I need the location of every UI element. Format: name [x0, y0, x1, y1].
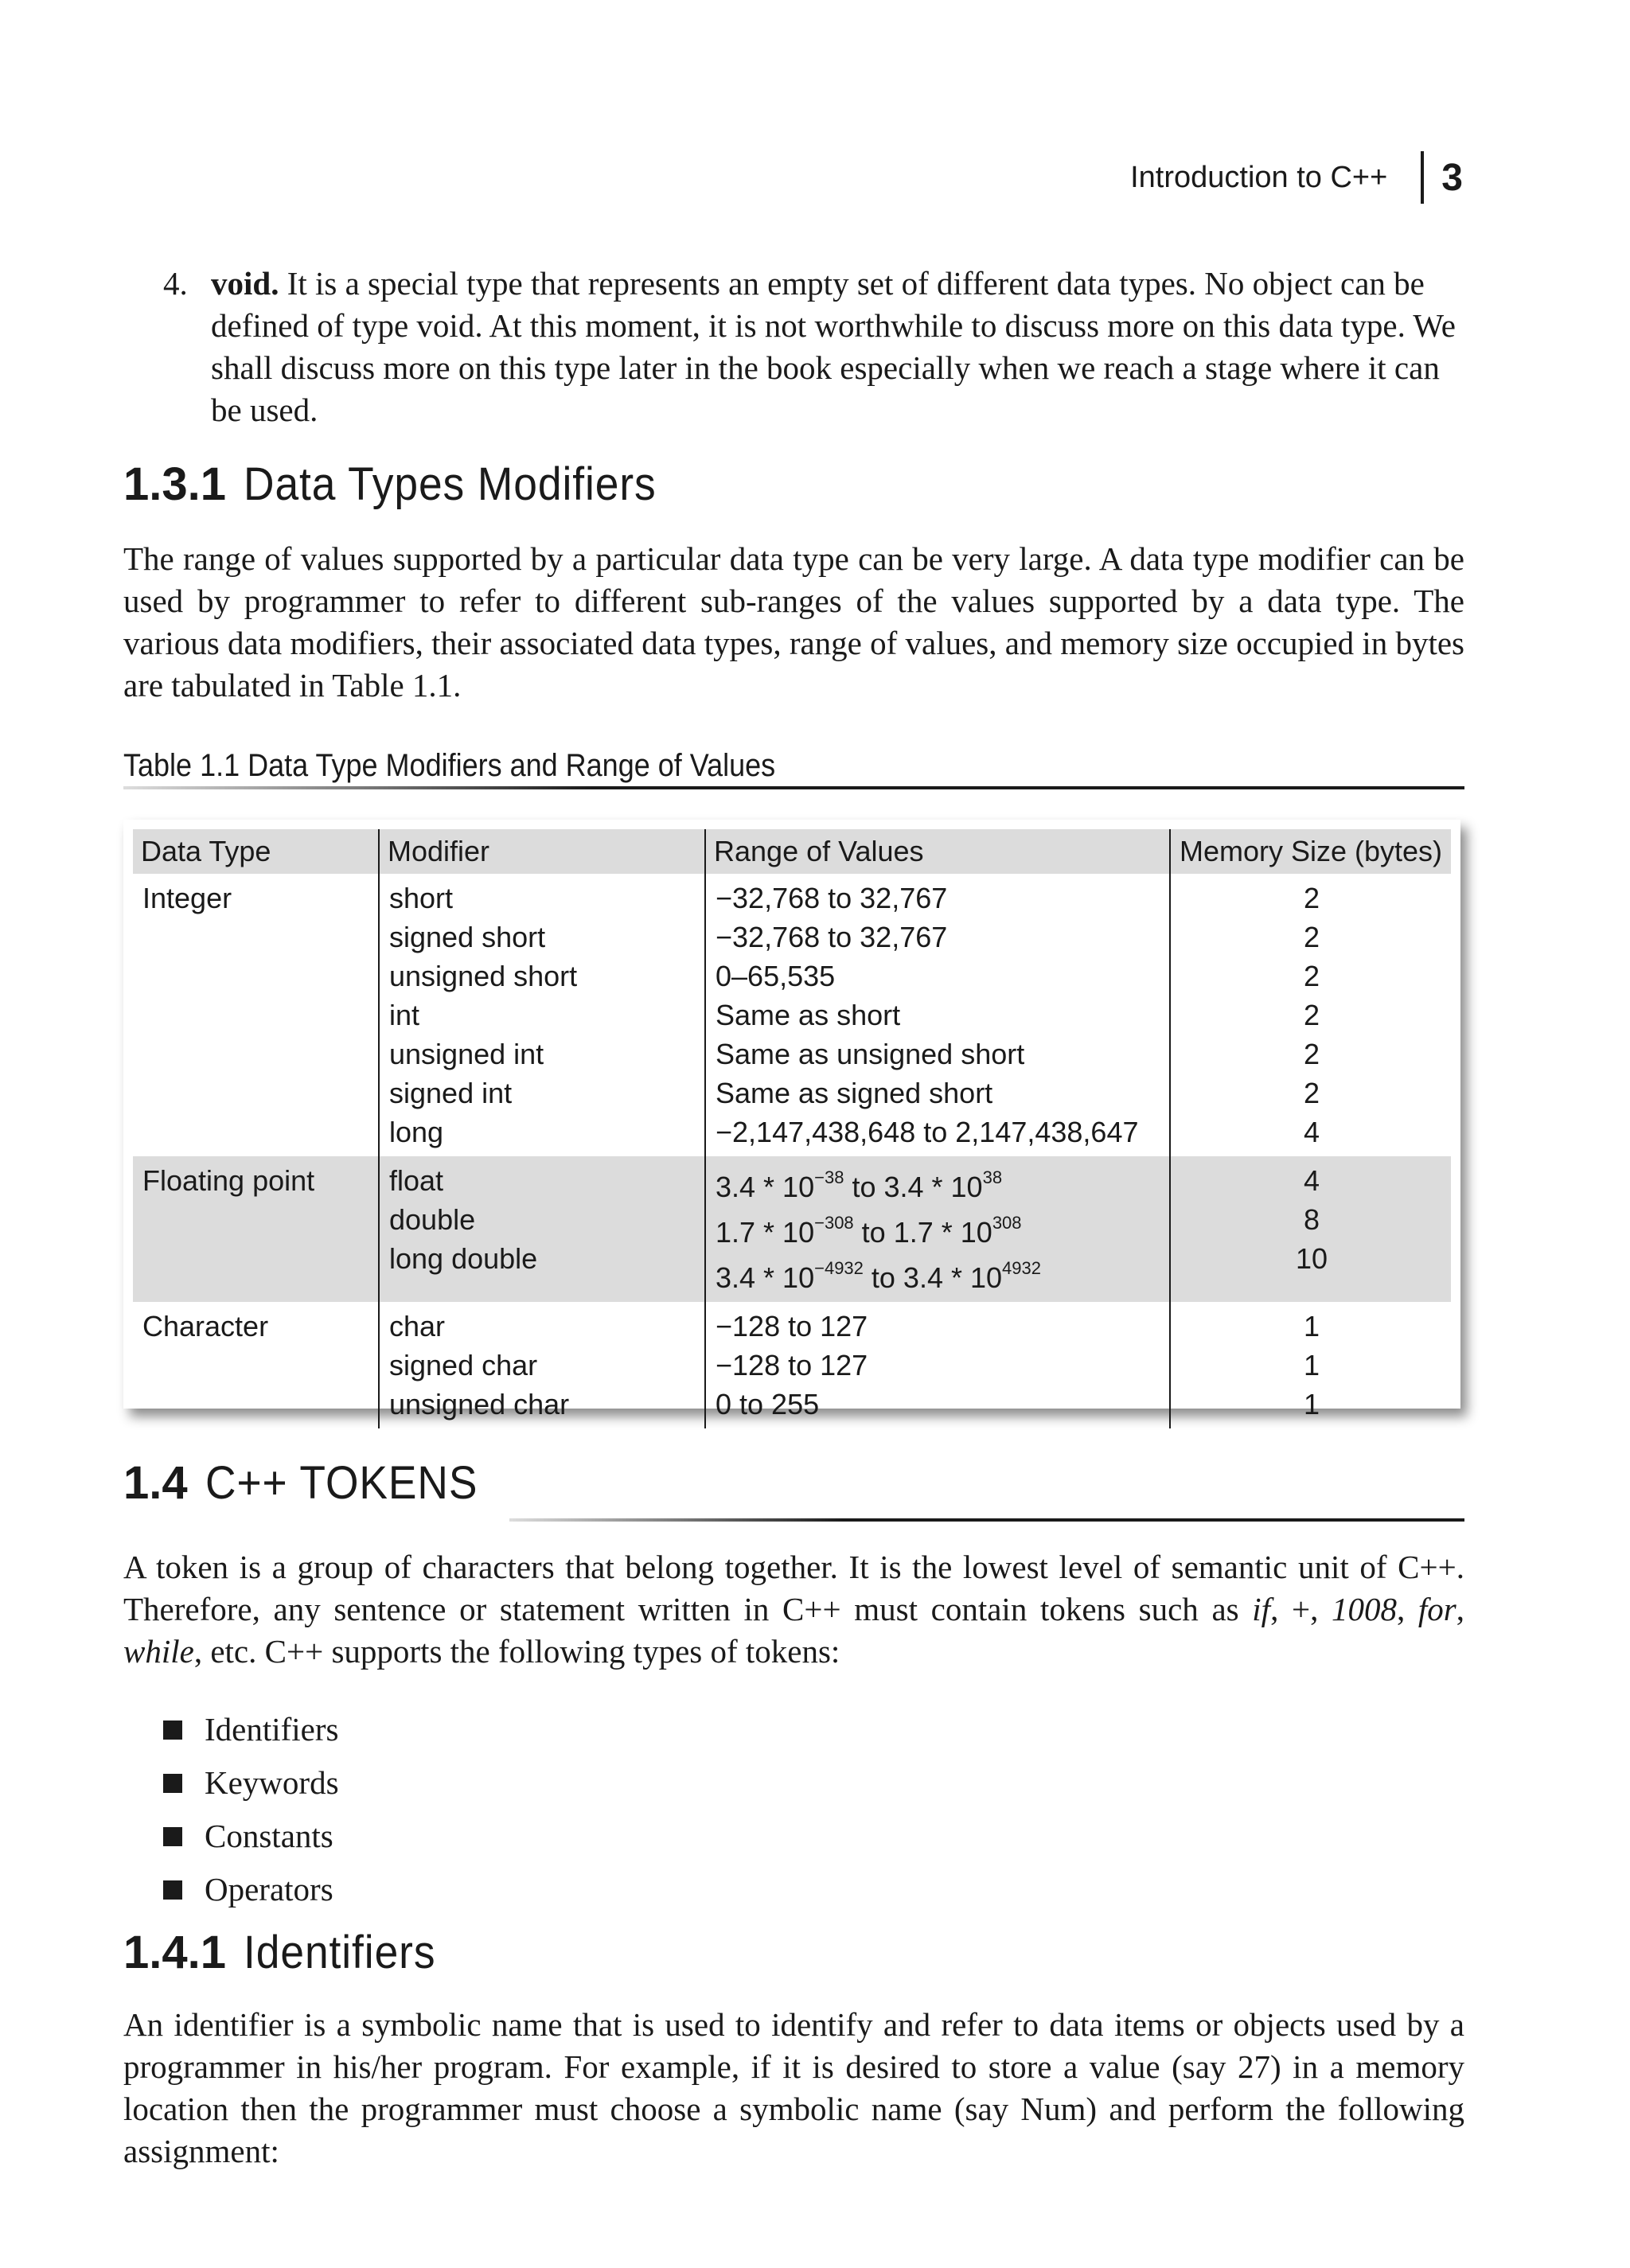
- range-cell: 0–65,535: [716, 960, 836, 992]
- bullet-square-icon: [163, 1720, 182, 1740]
- range-cell: −2,147,438,648 to 2,147,438,647: [716, 1116, 1139, 1148]
- section-title: C++ TOKENS: [205, 1457, 478, 1509]
- size-cell: 1: [1303, 1388, 1320, 1420]
- token-types-list: [163, 1703, 339, 1916]
- type-cell: Floating point: [142, 1164, 315, 1197]
- bullet-square-icon: [163, 1880, 182, 1900]
- size-cell: 1: [1303, 1349, 1320, 1381]
- table-grid: [133, 829, 1451, 1428]
- modifier-cell: char: [389, 1310, 446, 1342]
- bullet-square-icon: [163, 1774, 182, 1793]
- range-cell: $3.4 * 10^{-38}$ to $3.4 * 10^{38}$: [716, 1167, 1003, 1203]
- running-header: [1130, 151, 1463, 204]
- table-caption-text: Table 1.1 Data Type Modifiers and Range of Values: [123, 748, 776, 783]
- section-number: 1.4.1: [123, 1927, 226, 1978]
- size-cell: 2: [1303, 882, 1320, 914]
- size-cell: 10: [1295, 1242, 1328, 1275]
- list-item-number: 4.: [163, 265, 188, 302]
- range-cell: 0 to 255: [716, 1388, 820, 1420]
- type-cell: Integer: [142, 882, 232, 914]
- section-title: Identifiers: [244, 1927, 436, 1978]
- table-header-row: [133, 829, 1451, 874]
- table-row-integer: [133, 874, 1451, 1156]
- modifier-cell: float: [389, 1164, 444, 1197]
- size-cell: 2: [1303, 1038, 1320, 1070]
- paragraph-modifiers: The range of values supported by a particular data type can be very large. A data type modifier can be used by programmer to refer to different sub-ranges of the values supported by a data type. The various data modifiers, their associated data types, range of values, and memory size occupied in bytes are tabulated in Table 1.1.: [123, 540, 1465, 703]
- list-item-void: [163, 263, 1456, 431]
- modifier-cell: signed char: [389, 1349, 538, 1381]
- section-number: 1.4: [123, 1457, 188, 1509]
- col-header-memory-size: Memory Size (bytes): [1170, 829, 1451, 874]
- caption-rule: [123, 786, 1464, 789]
- list-item: Keywords: [163, 1756, 339, 1810]
- range-cell: −128 to 127: [716, 1310, 868, 1342]
- range-cell: Same as unsigned short: [716, 1038, 1025, 1070]
- col-header-data-type: Data Type: [133, 829, 379, 874]
- modifier-cell: signed int: [389, 1077, 513, 1109]
- col-header-modifier: Modifier: [379, 829, 705, 874]
- bullet-square-icon: [163, 1827, 182, 1846]
- modifier-cell: short: [389, 882, 454, 914]
- table-caption: [123, 748, 848, 784]
- modifier-cell: int: [389, 999, 420, 1031]
- list-item: Constants: [163, 1810, 339, 1863]
- token-if: if: [1252, 1591, 1271, 1627]
- size-cell: 2: [1303, 999, 1320, 1031]
- paragraph-identifiers: An identifier is a symbolic name that is used to identify and refer to data items or objects used by a programmer in his/her program. For example, if it is desired to store a value (say 27) in a memory location then the programmer must choose a symbolic name (say Num) and perform the following assignment:: [123, 2006, 1464, 2169]
- range-cell: $3.4 * 10^{-4932}$ to $3.4 * 10^{4932}$: [716, 1258, 1041, 1294]
- size-cell: 8: [1303, 1203, 1320, 1236]
- list-item: Identifiers: [163, 1703, 339, 1756]
- section-heading-1-4-1: [123, 1926, 452, 1979]
- list-item: Operators: [163, 1863, 339, 1916]
- token-1008: 1008: [1331, 1591, 1397, 1627]
- section-rule: [509, 1518, 1464, 1522]
- type-cell: Character: [142, 1310, 269, 1342]
- size-cell: 4: [1303, 1164, 1320, 1197]
- paragraph-tokens: A token is a group of characters that belong together. It is the lowest level of semantic unit of C++. Therefore, any sentence or statement written in C++ must contain tokens such as if, +, 1008, for, while, etc. C++ supports the following types of tokens:: [123, 1549, 1464, 1670]
- section-heading-1-3-1: [123, 458, 692, 511]
- modifier-cell: long: [389, 1116, 444, 1148]
- page-number: 3: [1441, 156, 1463, 199]
- size-cell: 2: [1303, 1077, 1320, 1109]
- modifier-cell: long double: [389, 1242, 538, 1275]
- term-void: void.: [211, 265, 279, 302]
- modifier-cell: unsigned short: [389, 960, 578, 992]
- token-for: for: [1417, 1591, 1456, 1627]
- range-cell: −32,768 to 32,767: [716, 921, 948, 953]
- table-row-character: [133, 1302, 1451, 1428]
- section-number: 1.3.1: [123, 458, 226, 510]
- modifier-cell: unsigned char: [389, 1388, 570, 1420]
- section-heading-1-4: [123, 1456, 501, 1510]
- token-while: while: [123, 1633, 194, 1670]
- size-cell: 2: [1303, 960, 1320, 992]
- header-divider: [1421, 151, 1424, 204]
- col-header-range: Range of Values: [705, 829, 1170, 874]
- modifier-cell: signed short: [389, 921, 546, 953]
- size-cell: 1: [1303, 1310, 1320, 1342]
- section-title: Data Types Modifiers: [244, 458, 657, 510]
- range-cell: Same as signed short: [716, 1077, 993, 1109]
- range-cell: −32,768 to 32,767: [716, 882, 948, 914]
- range-cell: −128 to 127: [716, 1349, 868, 1381]
- void-description: It is a special type that represents an empty set of different data types. No object can be defined of type void. At this moment, it is not worthwhile to discuss more on this data type. We shall discuss more on this type later in the book especially when we reach a stage where it can be used.: [211, 265, 1456, 428]
- size-cell: 2: [1303, 921, 1320, 953]
- running-header-title: Introduction to C++: [1130, 160, 1388, 194]
- size-cell: 4: [1303, 1116, 1320, 1148]
- modifier-cell: unsigned int: [389, 1038, 544, 1070]
- modifier-cell: double: [389, 1203, 476, 1236]
- table-row-floating-point: [133, 1156, 1451, 1302]
- range-cell: Same as short: [716, 999, 901, 1031]
- data-type-table: [123, 820, 1460, 1420]
- range-cell: $1.7 * 10^{-308}$ to $1.7 * 10^{308}$: [716, 1213, 1022, 1249]
